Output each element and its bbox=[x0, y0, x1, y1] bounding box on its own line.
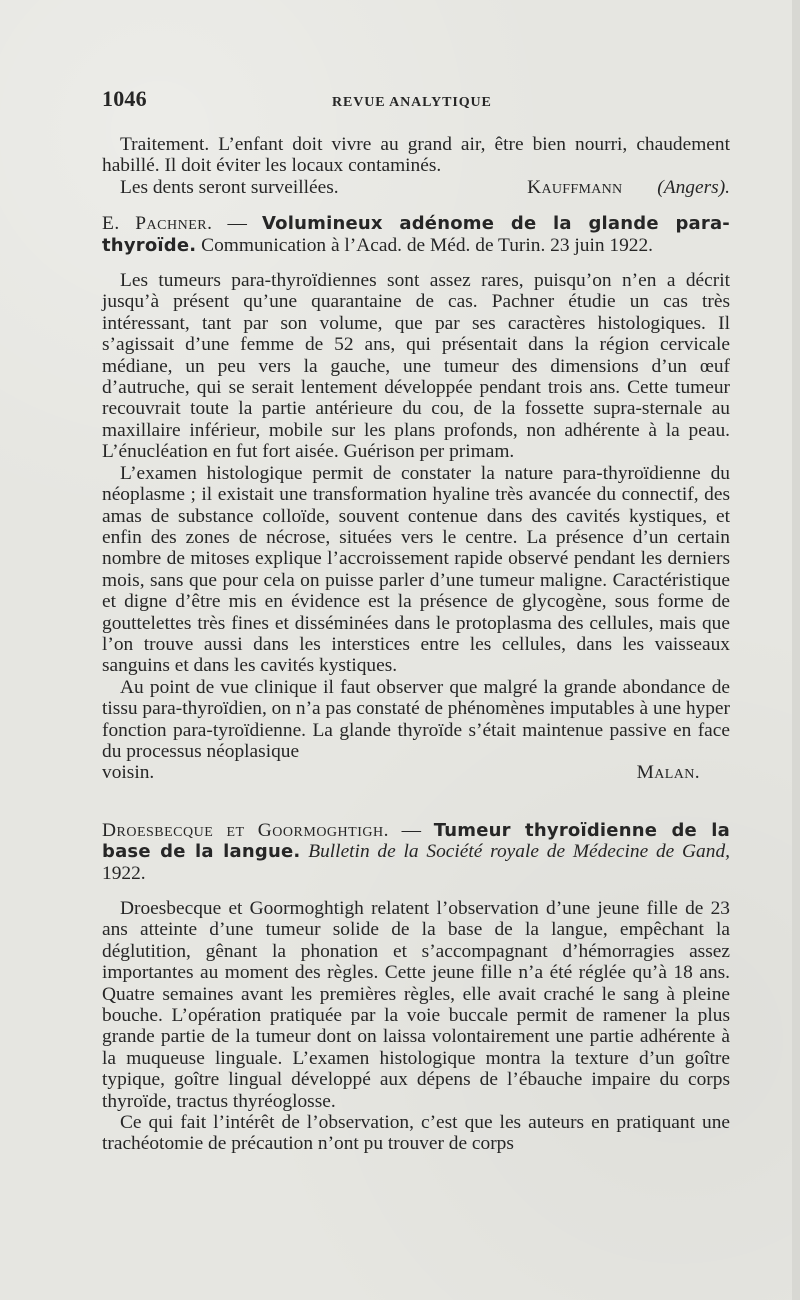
article-parathyroid-dash: — bbox=[227, 213, 247, 235]
article-parathyroid-paragraph-1: Les tumeurs para-thyroïdiennes sont assez rares, puisqu’on n’en a décrit jusqu’à présent qu’une quarantaine de cas. Pachner étudie un cas très intéressant, tant par son volume, que par ses caractères histologiques. Il s’agissait d’une femme de 52 ans, qui présentait dans la région cervicale médiane, un peu vers la gauche, une tumeur des dimensions d’un œuf d’autruche, qui se serait lentement développée pendant trois ans. Cette tumeur recouvrait toute la partie antérieure du cou, de la fossette supra-sternale au maxillaire inférieur, mobile sur les plans profonds, non adhérente à la peau. L’énucléation en fut fort aisée. Guérison per primam. bbox=[102, 270, 730, 463]
page-number: 1046 bbox=[102, 86, 147, 111]
article-lingual-thyroid-body bbox=[102, 898, 730, 1155]
article-parathyroid-author: E. Pachner. bbox=[102, 213, 213, 235]
article-parathyroid-signature: Malan. bbox=[636, 762, 700, 784]
page-edge bbox=[792, 0, 800, 1300]
article-parathyroid-heading bbox=[102, 213, 730, 256]
opening-place: (Angers). bbox=[657, 176, 730, 198]
article-lingual-thyroid-paragraph-1: Droesbecque et Goormoghtigh relatent l’observation d’une jeune fille de 23 ans atteinte d’une tumeur solide de la base de la langue, empêchant la déglutition, gênant la phonation et s’accompagnant d’hémorragies assez importantes au moment des règles. Cette jeune fille n’a été réglée qu’à 18 ans. Quatre semaines avant les premières règles, elle avait craché le sang à pleine bouche. L’opération pratiquée par la voie buccale permit de ramener la plus grande partie de la tumeur dont on laissa volontairement une partie adhérente à la muqueuse linguale. L’examen histologique montra la texture d’un goître typique, goître lingual développé aux dépens de l’ébauche impaire du corps thyroïde, tractus thyréoglosse. bbox=[102, 898, 730, 1112]
opening-paragraph: Traitement. L’enfant doit vivre au grand air, être bien nourri, chaudement habillé. Il doit éviter les locaux contaminés. bbox=[102, 134, 730, 177]
article-parathyroid bbox=[102, 213, 730, 784]
article-parathyroid-title: Volumineux adénome de la glande para-thyroïde. bbox=[102, 213, 730, 256]
article-lingual-thyroid-title: Tumeur thyroïdienne de la base de la langue. bbox=[102, 819, 730, 863]
article-lingual-thyroid-citation: Bulletin de la Société royale de Médecine de Gand, bbox=[308, 841, 730, 863]
running-title: REVUE ANALYTIQUE bbox=[332, 95, 492, 110]
article-parathyroid-paragraph-2: L’examen histologique permit de constater la nature para-thyroïdienne du néoplasme ; il existait une transformation hyaline très avancée du connectif, des amas de substance colloïde, souvent contenue dans des cavités kystiques, et enfin des zones de nécrose, situées vers le centre. La présence d’un certain nombre de mitoses explique l’accroissement rapide observé pendant les derniers mois, sans que pour cela on puisse parler d’une tumeur maligne. Caractéristique et digne d’être mis en évidence est la présence de glycogène, sous forme de gouttelettes très fines et disséminées dans le protoplasma des cellules, mais que l’on trouve aussi dans les interstices entre les cellules, dans les vaisseaux sanguins et dans les cavités kystiques. bbox=[102, 462, 730, 677]
opening-author: Kauffmann bbox=[527, 176, 623, 198]
article-parathyroid-ending bbox=[102, 762, 730, 783]
article-parathyroid-body bbox=[102, 270, 730, 784]
article-lingual-thyroid bbox=[102, 820, 730, 1155]
article-parathyroid-details: Communication à l’Acad. de Méd. de Turin. 23 juin 1922. bbox=[201, 234, 654, 256]
article-parathyroid-last-word: voisin. bbox=[102, 762, 155, 784]
opening-signature bbox=[527, 177, 730, 198]
opening-section bbox=[102, 134, 730, 198]
opening-signature-line bbox=[102, 177, 730, 198]
article-lingual-thyroid-authors: Droesbecque et Goormoghtigh. bbox=[102, 819, 389, 841]
opening-closing-sentence: Les dents seront surveillées. bbox=[120, 176, 339, 198]
article-parathyroid-paragraph-3: Au point de vue clinique il faut observer que malgré la grande abondance de tissu para-thyroïdien, on n’a pas constaté de phénomènes imputables à une hyper fonction para-tyroïdienne. La glande thyroïde s’était maintenue passive en face du processus néoplasique bbox=[102, 676, 730, 762]
article-lingual-thyroid-year: 1922. bbox=[102, 862, 146, 884]
page-header bbox=[102, 86, 730, 112]
article-lingual-thyroid-paragraph-2: Ce qui fait l’intérêt de l’observation, c’est que les auteurs en pratiquant une trachéotomie de précaution n’ont pu trouver de corps bbox=[102, 1112, 730, 1155]
article-lingual-thyroid-heading bbox=[102, 820, 730, 884]
article-lingual-thyroid-dash: — bbox=[401, 819, 422, 841]
